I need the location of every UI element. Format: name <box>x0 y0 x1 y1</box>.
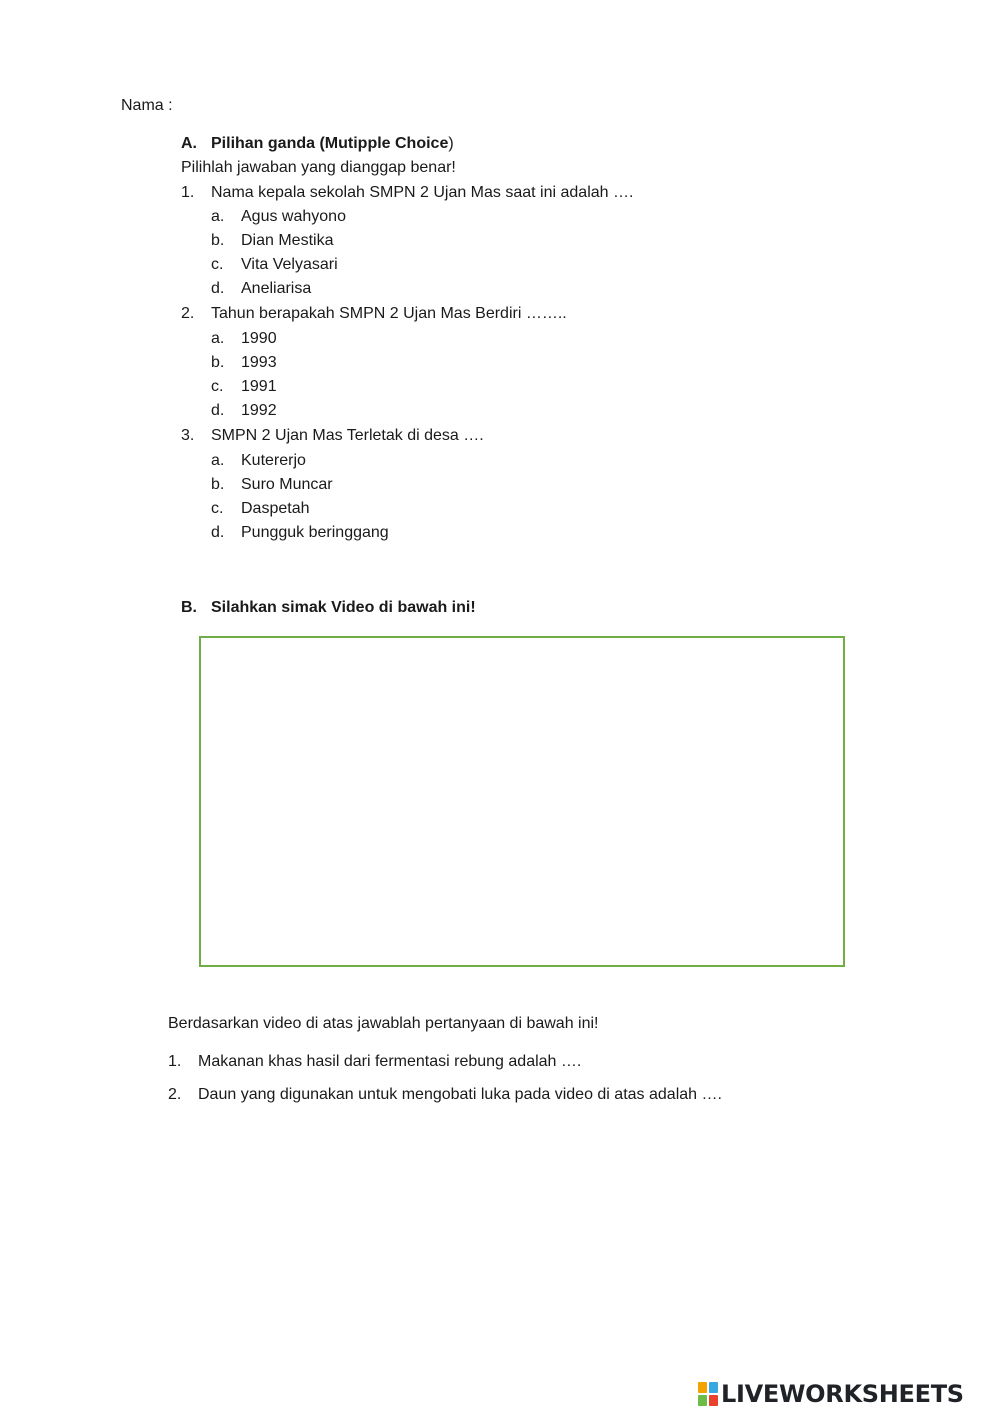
option-letter: a. <box>211 452 225 469</box>
liveworksheets-brand <box>698 1378 964 1410</box>
option-letter: d. <box>211 280 225 297</box>
name-label: Nama : <box>121 97 173 114</box>
option-text: Aneliarisa <box>241 280 312 297</box>
section-a-instruction: Pilihlah jawaban yang dianggap benar! <box>181 159 456 176</box>
question-3-number: 3. <box>181 427 195 444</box>
section-b-title: Silahkan simak Video di bawah ini! <box>211 599 476 616</box>
question-2-text: Tahun berapakah SMPN 2 Ujan Mas Berdiri …….. <box>211 305 567 322</box>
option-letter: d. <box>211 524 225 541</box>
followup-question-2-number: 2. <box>168 1086 182 1103</box>
followup-intro: Berdasarkan video di atas jawablah pertanyaan di bawah ini! <box>168 1015 599 1032</box>
option-text: 1991 <box>241 378 277 395</box>
option-letter: d. <box>211 402 225 419</box>
option-text: Vita Velyasari <box>241 256 338 273</box>
option-letter: a. <box>211 330 225 347</box>
logo-tile <box>698 1395 707 1406</box>
question-1-number: 1. <box>181 184 195 201</box>
option-text: 1990 <box>241 330 277 347</box>
question-3-text: SMPN 2 Ujan Mas Terletak di desa …. <box>211 427 484 444</box>
option-letter: a. <box>211 208 225 225</box>
option-letter: c. <box>211 378 224 395</box>
section-a-title-bold: Pilihan ganda (Mutipple Choice <box>211 135 449 152</box>
option-text: Agus wahyono <box>241 208 346 225</box>
section-a-title-tail: ) <box>448 135 454 152</box>
option-letter: b. <box>211 354 225 371</box>
section-a-letter: A. <box>181 135 197 152</box>
option-text: Dian Mestika <box>241 232 334 249</box>
option-text: Pungguk beringgang <box>241 524 389 541</box>
video-embed[interactable] <box>199 636 845 967</box>
option-letter: c. <box>211 256 224 273</box>
followup-question-2-text: Daun yang digunakan untuk mengobati luka pada video di atas adalah …. <box>198 1086 722 1103</box>
question-2-number: 2. <box>181 305 195 322</box>
option-letter: b. <box>211 476 225 493</box>
logo-tile <box>709 1395 718 1406</box>
logo-tile <box>709 1382 718 1393</box>
option-text: 1993 <box>241 354 277 371</box>
option-text: Suro Muncar <box>241 476 333 493</box>
option-text: 1992 <box>241 402 277 419</box>
followup-question-1-number: 1. <box>168 1053 182 1070</box>
liveworksheets-logo-icon <box>698 1382 718 1406</box>
option-letter: b. <box>211 232 225 249</box>
section-a-title <box>211 134 454 154</box>
option-letter: c. <box>211 500 224 517</box>
option-text: Daspetah <box>241 500 310 517</box>
logo-tile <box>698 1382 707 1393</box>
option-text: Kutererjo <box>241 452 306 469</box>
liveworksheets-wordmark: LIVEWORKSHEETS <box>721 1380 964 1408</box>
section-b-letter: B. <box>181 599 197 616</box>
followup-question-1-text: Makanan khas hasil dari fermentasi rebung adalah …. <box>198 1053 582 1070</box>
question-1-text: Nama kepala sekolah SMPN 2 Ujan Mas saat ini adalah …. <box>211 184 634 201</box>
